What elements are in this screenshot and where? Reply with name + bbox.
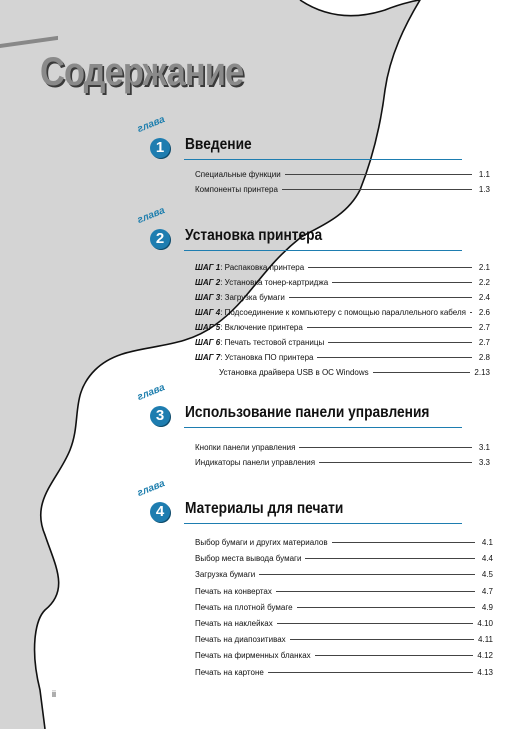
toc-entry[interactable]: ШАГ 4: Подсоединение к компьютеру с помощью параллельного кабеля 2.6	[195, 308, 490, 317]
chapter-1-entries	[195, 170, 490, 200]
chapter-rule	[184, 250, 462, 251]
toc-subentry[interactable]: Установка драйвера USB в ОС Windows 2.13	[219, 368, 490, 377]
toc-entry[interactable]: Печать на конвертах 4.7	[195, 586, 493, 596]
chapter-title: Введение	[185, 136, 252, 153]
toc-entry[interactable]: Печать на картоне 4.13	[195, 667, 493, 677]
toc-entry[interactable]: Специальные функции 1.1	[195, 170, 490, 179]
chapter-label: глава	[135, 478, 167, 499]
toc-entry[interactable]: Индикаторы панели управления 3.3	[195, 458, 490, 467]
toc-entry[interactable]: ШАГ 6: Печать тестовой страницы 2.7	[195, 338, 490, 347]
toc-entry[interactable]: Печать на фирменных бланках 4.12	[195, 651, 493, 661]
toc-entry[interactable]: Печать на наклейках 4.10	[195, 618, 493, 628]
toc-entry[interactable]: Печать на диапозитивах 4.11	[195, 635, 493, 645]
chapter-4	[135, 478, 470, 530]
chapter-title: Установка принтера	[185, 227, 323, 244]
page-title: Содержание	[40, 50, 244, 94]
chapter-rule	[184, 427, 462, 428]
chapter-2-entries	[195, 263, 490, 383]
chapter-title: Материалы для печати	[185, 500, 344, 517]
toc-entry[interactable]: Компоненты принтера 1.3	[195, 185, 490, 194]
toc-entry[interactable]: Выбор места вывода бумаги 4.4	[195, 554, 493, 564]
chapter-rule	[184, 523, 462, 524]
toc-entry[interactable]: ШАГ 1: Распаковка принтера 2.1	[195, 263, 490, 272]
chapter-4-entries	[195, 538, 493, 684]
chapter-number: 1	[150, 138, 170, 158]
chapter-label: глава	[135, 114, 167, 135]
page-number: ii	[52, 689, 56, 699]
chapter-3	[135, 382, 470, 434]
chapter-1	[135, 114, 470, 166]
chapter-label: глава	[135, 205, 167, 226]
toc-entry[interactable]: Кнопки панели управления 3.1	[195, 443, 490, 452]
chapter-label: глава	[135, 382, 167, 403]
chapter-title: Использование панели управления	[185, 404, 430, 421]
toc-entry[interactable]: Загрузка бумаги 4.5	[195, 570, 493, 580]
chapter-2	[135, 205, 470, 257]
chapter-number: 4	[150, 502, 170, 522]
toc-entry[interactable]: ШАГ 5: Включение принтера 2.7	[195, 323, 490, 332]
toc-entry[interactable]: ШАГ 2: Установка тонер-картриджа 2.2	[195, 278, 490, 287]
toc-entry[interactable]: Выбор бумаги и других материалов 4.1	[195, 538, 493, 547]
toc-entry[interactable]: Печать на плотной бумаге 4.9	[195, 602, 493, 612]
chapter-number: 2	[150, 229, 170, 249]
chapter-3-entries	[195, 443, 490, 473]
toc-entry[interactable]: ШАГ 7: Установка ПО принтера 2.8	[195, 353, 490, 362]
toc-entry[interactable]: ШАГ 3: Загрузка бумаги 2.4	[195, 293, 490, 302]
chapter-rule	[184, 159, 462, 160]
chapter-number: 3	[150, 406, 170, 426]
